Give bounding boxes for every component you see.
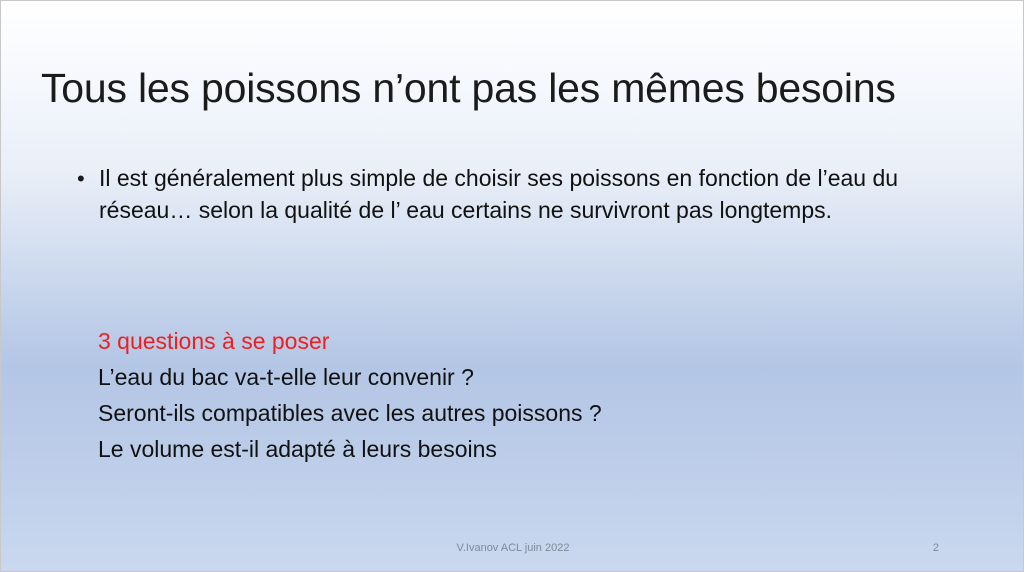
slide-footer: V.Ivanov ACL juin 2022 [456,542,570,554]
questions-block [98,323,898,467]
page-number: 2 [932,542,939,554]
bullet-marker: • [77,166,85,191]
slide-title: Tous les poissons n’ont pas les mêmes besoins [41,65,896,111]
question-item: Le volume est-il adapté à leurs besoins [98,436,497,462]
questions-heading: 3 questions à se poser [98,328,330,354]
question-item: L’eau du bac va-t-elle leur convenir ? [98,364,474,390]
bullet-text: Il est généralement plus simple de choisir ses poissons en fonction de l’eau du réseau… selon la qualité de l’ eau certains ne survivront pas longtemps. [99,165,899,223]
question-item: Seront-ils compatibles avec les autres poissons ? [98,400,602,426]
